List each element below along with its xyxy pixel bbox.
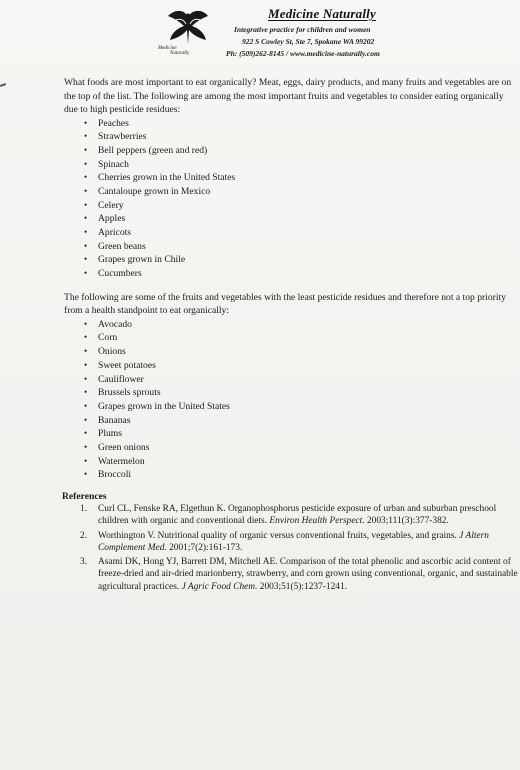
list-item: • Cucumbers [64,267,518,281]
logo-icon [162,6,214,50]
list-item: • Apricots [64,226,518,240]
reference-number: 2. [80,530,88,541]
list-item: • Spinach [64,158,518,172]
low-residue-list [64,318,518,482]
list-item: • Bananas [64,414,518,428]
list-item: • Cantaloupe grown in Mexico [64,185,518,199]
letterhead-phone-web: Ph: (509)262-8145 / www.medicine-naturally.com [226,49,380,58]
reference-tail: 2003;111(3):377-382. [364,516,449,527]
reference-tail: 2001;7(2):161-173. [166,542,243,553]
list-item: • Grapes grown in Chile [64,253,518,267]
logo-caption: Medicine Naturally [158,46,190,56]
letterhead [150,4,450,62]
scan-mark [0,83,6,87]
list-item: • Cherries grown in the United States [64,171,518,185]
reference-item [64,556,518,593]
reference-text: Curl CL, Fenske RA, Elgethun K. Organophosphorus pesticide exposure of urban and suburban preschool children with organic and conventional diets. [98,504,497,527]
list-item: • Watermelon [64,455,518,469]
reference-number: 1. [80,504,88,514]
list-item: • Green beans [64,240,518,254]
references-heading: References [62,491,107,502]
letterhead-tagline: Integrative practice for children and women [234,25,371,34]
list-item: • Celery [64,199,518,213]
list-item: • Brussels sprouts [64,386,518,400]
list-item: • Sweet potatoes [64,359,518,373]
reference-number: 3. [80,557,88,568]
document-body [64,76,518,595]
reference-item [64,530,518,555]
letterhead-address: 922 S Cowley St, Ste 7, Spokane WA 99202 [242,37,375,46]
reference-text: Asami DK, Hong YJ, Barrett DM, Mitchell AE. Comparison of the total phenolic and ascorbic acid content of freeze-dried and air-dried marionberry, strawberry, and corn grown using conventional, organic, and sustainable agricultural practices. [98,557,518,592]
reference-journal: Environ Health Perspect. [269,516,365,527]
list-item: • Apples [64,212,518,226]
reference-journal: J Altern Complement Med. [98,530,489,553]
list-item: • Corn [64,331,518,345]
intro-paragraph: What foods are most important to eat organically? Meat, eggs, dairy products, and many fruits and vegetables are on the top of the list. The following are among the most important fruits and vegetables to consider eating organically due to high pesticide residues: [64,77,512,115]
list-item: • Avocado [64,318,518,332]
list-item: • Grapes grown in the United States [64,400,518,414]
list-item: • Broccoli [64,468,518,482]
least-residue-paragraph: The following are some of the fruits and vegetables with the least pesticide residues and therefore not a top priority from a health standpoint to eat organically: [64,291,506,317]
list-item: • Cauliflower [64,373,518,387]
list-item: • Peaches [64,117,518,131]
reference-item [64,503,518,528]
list-item: • Onions [64,345,518,359]
reference-text: Worthington V. Nutritional quality of organic versus conventional fruits, vegetables, and grains. [98,530,460,541]
list-item: • Green onions [64,441,518,455]
list-item: • Plums [64,427,518,441]
high-residue-list [64,117,518,281]
list-item: • Strawberries [64,130,518,144]
list-item: • Bell peppers (green and red) [64,144,518,158]
letterhead-title: Medicine Naturally [268,6,376,21]
references-list [64,503,518,593]
reference-tail: 2003;51(5):1237-1241. [257,581,347,592]
reference-journal: J Agric Food Chem. [181,581,258,592]
